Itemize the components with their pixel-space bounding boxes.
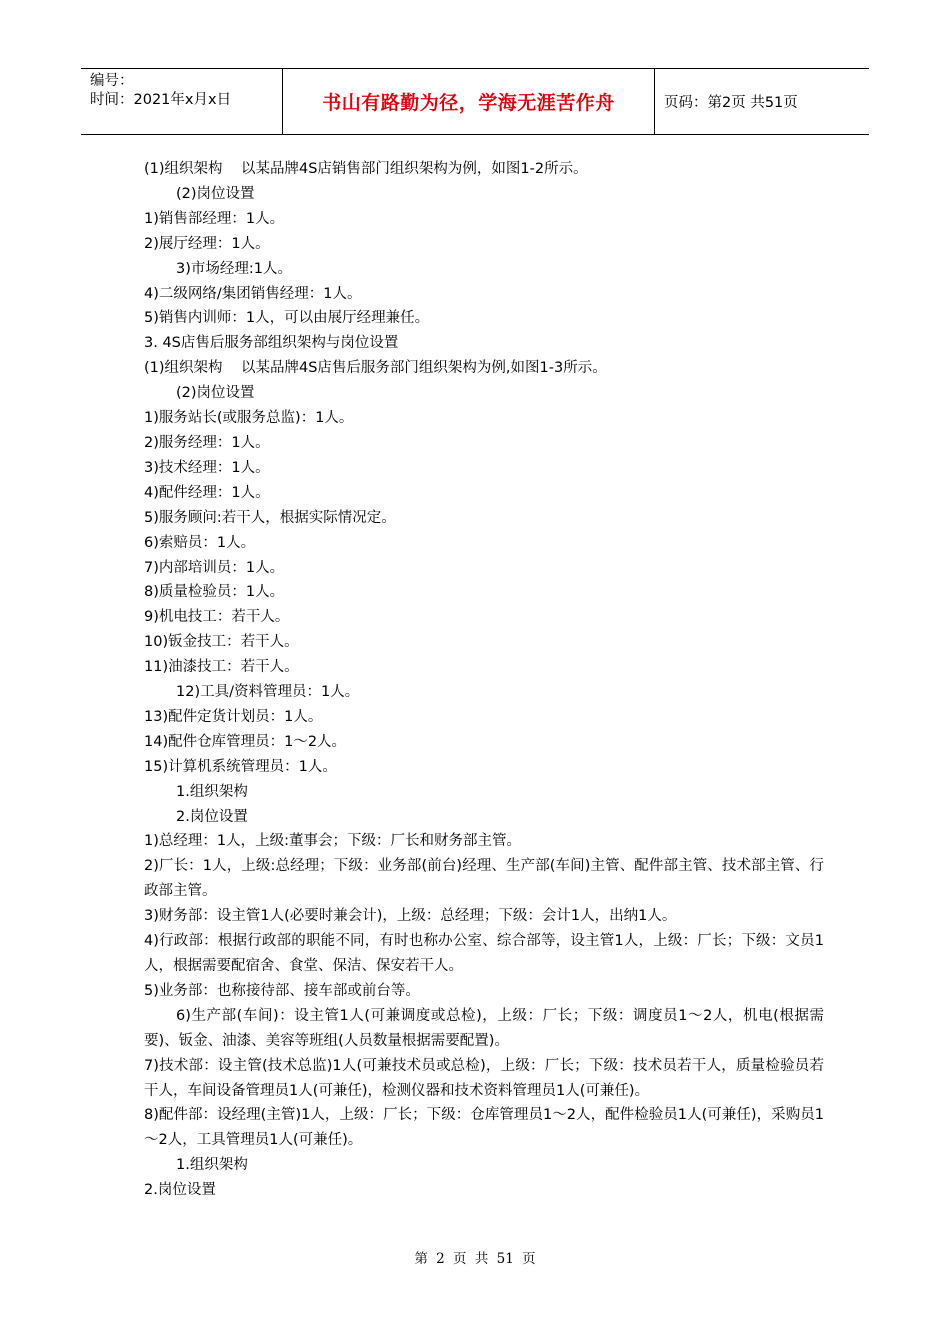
body-line: 1)总经理：1人，上级:董事会；下级：厂长和财务部主管。 bbox=[144, 833, 521, 850]
date-label: 时间：2021年x月x日 bbox=[90, 92, 232, 108]
body-line: 1)服务站长(或服务总监)：1人。 bbox=[144, 410, 354, 427]
body-line: 12)工具/资料管理员：1人。 bbox=[176, 684, 360, 701]
body-line: 3)市场经理:1人。 bbox=[176, 260, 292, 277]
body-line: 5)业务部：也称接待部、接车部或前台等。 bbox=[144, 982, 420, 999]
body-line: 1.组织架构 bbox=[176, 1157, 248, 1174]
body-line: 13)配件定货计划员：1人。 bbox=[144, 708, 323, 725]
section-heading: 3. 4S店售后服务部组织架构与岗位设置 bbox=[144, 335, 399, 352]
body-line: (1)组织架构 以某品牌4S店销售部门组织架构为例，如图1-2所示。 bbox=[144, 161, 588, 177]
body-line: (2)岗位设置 bbox=[176, 385, 255, 402]
body-line: 7)内部培训员：1人。 bbox=[144, 559, 285, 576]
body-paragraph: 8)配件部：设经理(主管)1人，上级：厂长；下级：仓库管理员1～2人，配件检验员1人(可兼任)，采购员1～2人，工具管理员1人(可兼任)。 bbox=[144, 1107, 824, 1149]
body-line: 2.岗位设置 bbox=[144, 1182, 216, 1199]
serial-number-label: 编号： bbox=[90, 73, 134, 89]
body-line: 10)钣金技工：若干人。 bbox=[144, 634, 299, 651]
header-motto-cell bbox=[283, 69, 655, 134]
body-line: 3)财务部：设主管1人(必要时兼会计)，上级：总经理；下级：会计1人，出纳1人。 bbox=[144, 908, 677, 925]
body-line: 11)油漆技工：若干人。 bbox=[144, 659, 299, 676]
body-paragraph: 6)生产部(车间)：设主管1人(可兼调度或总检)，上级：厂长；下级：调度员1～2人，机电(根据需要)、钣金、油漆、美容等班组(人员数量根据需要配置)。 bbox=[144, 1007, 824, 1049]
body-line: 9)机电技工：若干人。 bbox=[144, 609, 290, 626]
body-line: 3)技术经理：1人。 bbox=[144, 459, 270, 476]
body-line: 5)服务顾问:若干人，根据实际情况定。 bbox=[144, 509, 396, 526]
body-line: 8)质量检验员：1人。 bbox=[144, 584, 285, 601]
header-page-info bbox=[655, 69, 869, 134]
body-line: (2)岗位设置 bbox=[176, 185, 255, 202]
body-line: 4)二级网络/集团销售经理：1人。 bbox=[144, 285, 362, 302]
page-footer: 第 2 页 共 51 页 bbox=[414, 1251, 536, 1267]
body-line: 5)销售内训师：1人，可以由展厅经理兼任。 bbox=[144, 310, 430, 327]
header-meta bbox=[81, 69, 283, 134]
body-paragraph: 7)技术部：设主管(技术总监)1人(可兼技术员或总检)，上级：厂长；下级：技术员若干人，质量检验员若干人，车间设备管理员1人(可兼任)，检测仪器和技术资料管理员1人(可兼任)。 bbox=[144, 1057, 824, 1099]
body-line: 15)计算机系统管理员：1人。 bbox=[144, 758, 337, 775]
body-line: 1)销售部经理：1人。 bbox=[144, 210, 285, 227]
body-line: 14)配件仓库管理员：1～2人。 bbox=[144, 733, 347, 750]
body-line: 2.岗位设置 bbox=[176, 808, 248, 825]
motto-text: 书山有路勤为径，学海无涯苦作舟 bbox=[322, 92, 615, 114]
document-header bbox=[81, 68, 869, 135]
body-line: (1)组织架构 以某品牌4S店售后服务部门组织架构为例,如图1-3所示。 bbox=[144, 360, 607, 377]
body-line: 2)服务经理：1人。 bbox=[144, 434, 270, 451]
page-info-text: 页码：第2页 共51页 bbox=[664, 95, 798, 111]
body-line: 1.组织架构 bbox=[176, 783, 248, 800]
body-paragraph: 4)行政部：根据行政部的职能不同，有时也称办公室、综合部等，设主管1人，上级：厂长；下级：文员1人，根据需要配宿舍、食堂、保洁、保安若干人。 bbox=[144, 933, 824, 974]
body-paragraph: 2)厂长：1人，上级:总经理；下级：业务部(前台)经理、生产部(车间)主管、配件部主管、技术部主管、行政部主管。 bbox=[144, 858, 824, 900]
body-line: 2)展厅经理：1人。 bbox=[144, 235, 270, 252]
document-body bbox=[144, 157, 824, 1203]
body-line: 6)索赔员：1人。 bbox=[144, 534, 256, 551]
body-line: 4)配件经理：1人。 bbox=[144, 484, 270, 501]
